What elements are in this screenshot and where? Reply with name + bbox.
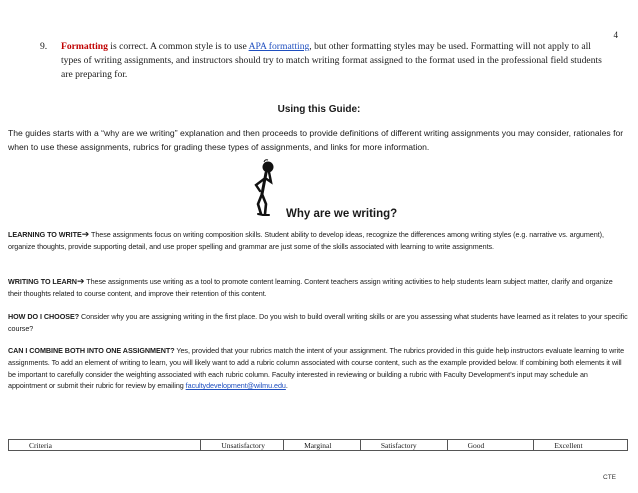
guide-intro-paragraph: The guides starts with a “why are we writing” explanation and then proceeds to provide definitions of different writing assignments you may consider, rationales for when to use these assignments, rubrics for grading these types of assignments, and links for more information.	[8, 128, 624, 152]
formatting-heading: Formatting	[61, 41, 108, 52]
faculty-email-link[interactable]: facultydevelopment@wilmu.edu	[185, 381, 286, 391]
apa-formatting-link[interactable]: APA formatting	[248, 41, 310, 52]
arrow-right-icon: ➔	[76, 276, 85, 286]
list-item-formatting	[40, 40, 602, 82]
arrow-right-icon: ➔	[81, 229, 90, 239]
section-heading: CAN I COMBINE BOTH INTO ONE ASSIGNMENT?	[8, 346, 175, 355]
criteria-cell: Marginal	[284, 440, 361, 450]
section-heading: WRITING TO LEARN	[8, 277, 77, 286]
list-number: 9.	[40, 41, 48, 52]
formatting-text-1: is correct. A common style is to use	[107, 41, 249, 52]
section-writing-to-learn	[8, 276, 628, 300]
section-text: These assignments focus on writing composition skills. Student ability to develop ideas, recognize the differences among writing styles (e.g. narrative vs. argument), organize thoughts, provide supporting detail, and use proper spelling and grammar are just some of the skills associated with learning to write assignments.	[8, 230, 604, 251]
section-how-do-i-choose	[8, 311, 628, 335]
section-text: These assignments use writing as a tool to promote content learning. Content teachers assign writing activities to help students learn subject matter, clarify and organize their thoughts related to course content, and improve their retention of this content.	[8, 277, 613, 298]
formatting-text-2: , but other formatting styles may be used. Formatting will not apply to all types of writing assignments, and instructors should try to match writing format assigned to the format used in the professional field students are preparing for.	[61, 41, 602, 80]
criteria-cell: Satisfactory	[361, 440, 448, 450]
why-writing-title: Why are we writing?	[286, 208, 398, 220]
stick-figure-thinking-icon	[244, 158, 284, 218]
criteria-cell: Criteria	[9, 440, 201, 450]
section-heading: HOW DO I CHOOSE?	[8, 312, 80, 321]
section-text: Yes, provided that your rubrics match the intent of your assignment. The rubrics provided in this guide help instructors evaluate learning to write assignments. To add an element of writing to learn, you will likely want to add a rubric column associated with course content, such as the example provided below. If combining both elements it will be important to carefully consider the weighting associated with each rubric column. Faculty interested in reviewing or building a rubric with Faculty Development’s input may schedule an appointment or submit their rubric for review by emailing	[8, 346, 625, 391]
criteria-table-header	[8, 439, 628, 451]
section-text: Consider why you are assigning writing in the first place. Do you wish to build overall writing skills or are you assessing what students have learned as it relates to your specific course?	[8, 312, 628, 333]
section-text-end: .	[285, 381, 288, 391]
section-combine-both	[8, 345, 628, 392]
footer-label: CTE	[603, 474, 616, 481]
criteria-cell: Good	[448, 440, 535, 450]
criteria-cell: Excellent	[554, 441, 583, 450]
section-heading: LEARNING TO WRITE	[8, 230, 82, 239]
page-number: 4	[613, 30, 618, 40]
criteria-cell: Unsatisfactory	[201, 440, 284, 450]
using-guide-title: Using this Guide:	[277, 104, 361, 115]
section-learning-to-write	[8, 229, 628, 253]
